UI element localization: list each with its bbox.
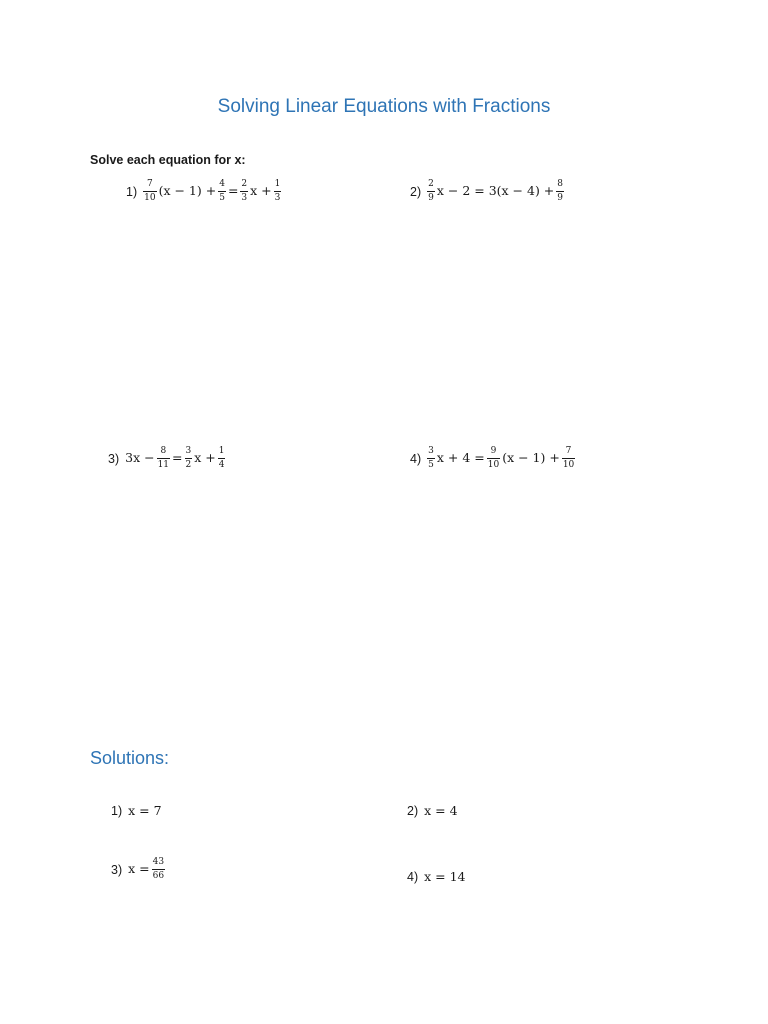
expression-text: x +: [194, 450, 216, 465]
equation: [142, 180, 282, 203]
expression-text: 3x −: [125, 450, 155, 465]
problem-label: 2): [410, 184, 422, 199]
solution-2: [407, 803, 459, 818]
instructions: Solve each equation for x:: [90, 153, 246, 167]
denominator: 2: [185, 460, 192, 470]
fraction: [556, 180, 564, 203]
denominator: 10: [562, 460, 575, 470]
numerator: 7: [565, 446, 572, 456]
equation: [124, 447, 226, 470]
numerator: 8: [557, 179, 564, 189]
numerator: 7: [146, 179, 153, 189]
equation: [426, 180, 565, 203]
expression-text: (x − 1) +: [502, 450, 560, 465]
expression-text: x = 14: [424, 869, 466, 884]
solution-expression: [127, 803, 162, 818]
expression-text: x +: [250, 183, 272, 198]
solution-expression: [423, 869, 466, 884]
solution-expression: [423, 803, 458, 818]
numerator: 3: [185, 446, 192, 456]
expression-text: =: [227, 183, 239, 198]
expression-text: =: [172, 450, 183, 465]
fraction: [152, 858, 165, 881]
fraction: [562, 447, 575, 470]
page-title: Solving Linear Equations with Fractions: [217, 96, 551, 117]
expression-text: (x − 1) +: [158, 183, 217, 198]
denominator: 11: [157, 460, 170, 470]
fraction: [218, 180, 226, 203]
problem-3: [108, 447, 226, 470]
solution-label: 4): [407, 869, 419, 884]
expression-text: x + 4 =: [436, 450, 485, 465]
problem-4: [410, 447, 576, 470]
solution-label: 3): [111, 862, 123, 877]
denominator: 9: [428, 193, 434, 203]
solution-expression: [127, 858, 166, 881]
solutions-heading: Solutions:: [90, 748, 170, 768]
solution-label: 2): [407, 803, 419, 818]
numerator: 8: [160, 446, 167, 456]
denominator: 10: [487, 460, 500, 470]
problem-2: [410, 180, 565, 203]
problem-1: [126, 180, 282, 203]
fraction: [218, 447, 226, 470]
numerator: 4: [219, 179, 225, 189]
problem-label: 3): [108, 451, 120, 466]
fraction: [240, 180, 248, 203]
solution-4: [407, 869, 467, 884]
expression-text: x = 4: [424, 803, 458, 818]
fraction: [143, 180, 156, 203]
denominator: 3: [241, 193, 248, 203]
equation: [426, 447, 576, 470]
solution-1: [111, 803, 163, 818]
solution-3: [111, 858, 166, 881]
expression-text: x = 7: [128, 803, 162, 818]
expression-text: x =: [128, 861, 150, 876]
denominator: 3: [274, 193, 281, 203]
expression-text: x − 2 = 3(x − 4) +: [436, 183, 555, 198]
fraction: [274, 180, 282, 203]
denominator: 5: [428, 460, 434, 470]
fraction: [185, 447, 193, 470]
denominator: 10: [144, 193, 156, 203]
denominator: 5: [219, 193, 225, 203]
fraction: [157, 447, 170, 470]
denominator: 9: [557, 193, 564, 203]
numerator: 2: [428, 179, 434, 189]
fraction: [427, 180, 435, 203]
problem-label: 1): [126, 184, 138, 199]
numerator: 1: [274, 179, 281, 189]
numerator: 43: [152, 857, 165, 867]
denominator: 66: [152, 871, 165, 881]
denominator: 4: [218, 460, 225, 470]
numerator: 2: [241, 179, 248, 189]
numerator: 1: [218, 446, 225, 456]
fraction: [427, 447, 435, 470]
solution-label: 1): [111, 803, 123, 818]
numerator: 3: [428, 446, 434, 456]
fraction: [487, 447, 500, 470]
numerator: 9: [490, 446, 497, 456]
problem-label: 4): [410, 451, 422, 466]
